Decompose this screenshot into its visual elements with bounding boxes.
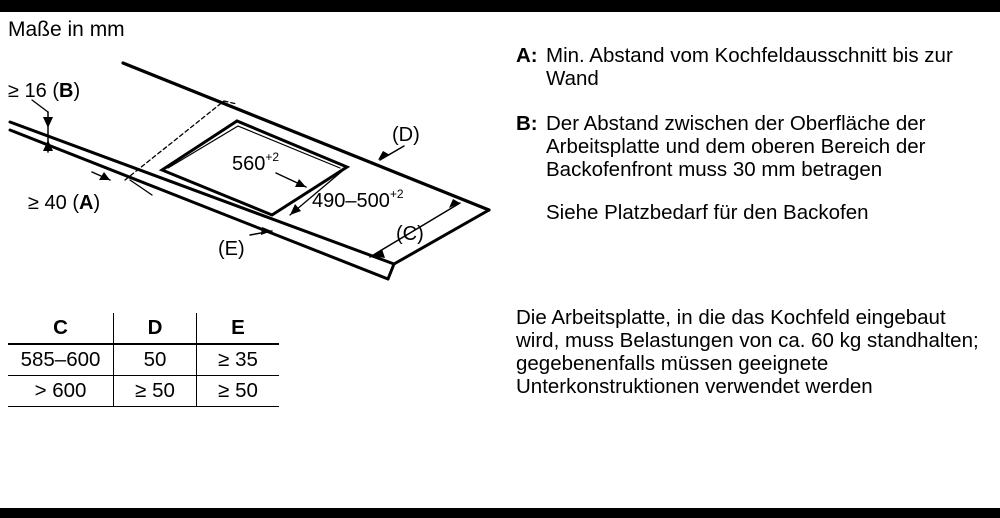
load-note: Die Arbeitsplatte, in die das Kochfeld eingebaut wird, muss Belastungen von ca. 60 kg standhalten; gegebenenfalls müssen geeignete Unterkonstruktionen verwendet werden (516, 306, 979, 398)
note-b (516, 112, 986, 181)
arrowhead-d (378, 151, 390, 160)
table-row (8, 376, 279, 407)
table-cell: ≥ 35 (197, 344, 280, 376)
arrowhead-b-top (43, 117, 53, 128)
note-key: B: (516, 112, 538, 135)
note-text: Min. Abstand vom Kochfeldausschnitt bis zur Wand (546, 44, 953, 90)
table-cell: ≥ 50 (114, 376, 197, 407)
table-cell: 50 (114, 344, 197, 376)
label-c: (C) (396, 223, 424, 245)
label-a-text: ≥ 40 (A) (28, 192, 101, 214)
table-row (8, 344, 279, 376)
label-d: (D) (392, 124, 420, 146)
worktop-back-edge (123, 63, 489, 210)
bottom-border (0, 508, 1000, 518)
note-a (516, 44, 986, 90)
table-cell: 585–600 (8, 344, 114, 376)
notes-panel (516, 44, 986, 224)
table-header-c: C (8, 313, 114, 344)
label-cutout-width: $560^{+2}$ (232, 150, 280, 175)
table-cell: > 600 (8, 376, 114, 407)
unit-label: Maße in mm (8, 18, 125, 41)
label-b-text: ≥ 16 (B) (8, 80, 81, 102)
oven-note: Siehe Platzbedarf für den Backofen (546, 201, 869, 224)
arrowhead-depth (290, 204, 301, 215)
table-header-e: E (197, 313, 280, 344)
clearance-table (8, 313, 279, 407)
label-e: (E) (218, 238, 245, 260)
label-cutout-depth: $490-500^{+2}$ (312, 187, 404, 212)
table-header-row (8, 313, 279, 344)
note-key: A: (516, 44, 538, 67)
table-cell: ≥ 50 (197, 376, 280, 407)
table-header-d: D (114, 313, 197, 344)
note-text: Der Abstand zwischen der Oberfläche der Arbeitsplatte und dem oberen Bereich der Backofenfront muss 30 mm betragen (546, 112, 926, 181)
